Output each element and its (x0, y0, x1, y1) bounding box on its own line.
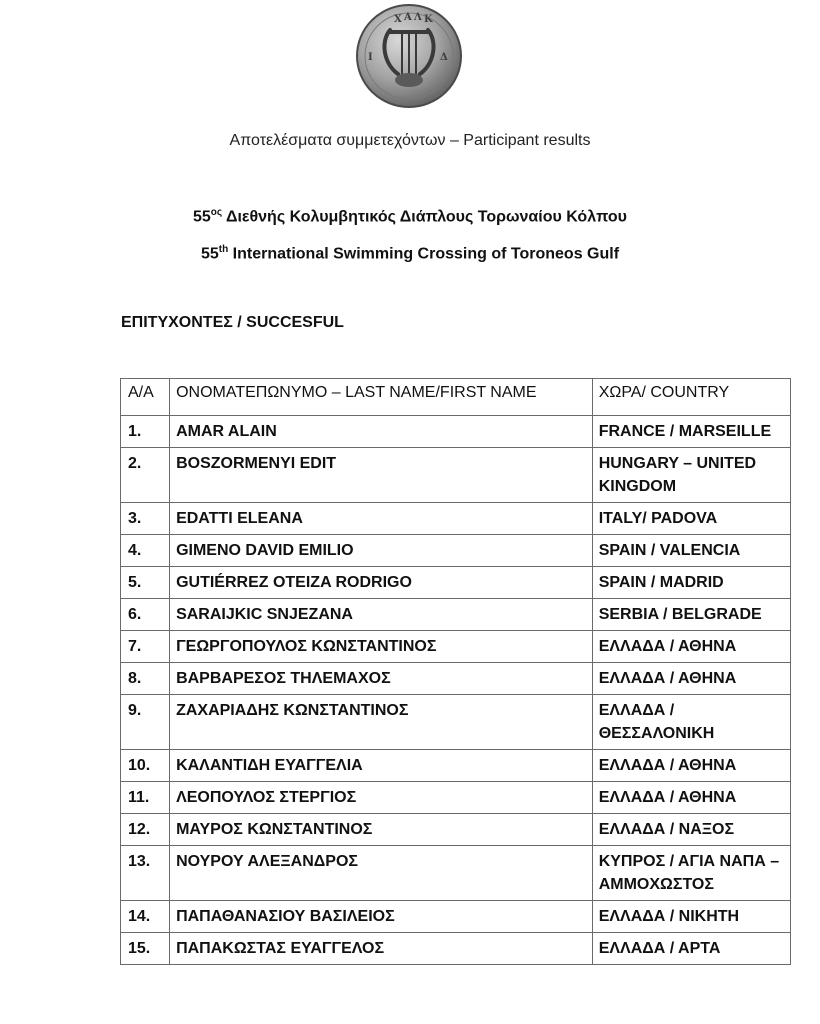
page-subtitle: Αποτελέσματα συμμετεχόντων – Participant results (229, 132, 591, 149)
participant-country: ΕΛΛΑΔΑ / ΑΡΤΑ (592, 933, 790, 965)
table-row (121, 535, 791, 567)
row-number: 10. (121, 750, 170, 782)
participant-country: ITALY/ PADOVA (592, 503, 790, 535)
table-header-row (121, 379, 791, 416)
table-row (121, 631, 791, 663)
participant-country: ΕΛΛΑΔΑ / ΘΕΣΣΑΛΟΝΙΚΗ (592, 695, 790, 750)
row-number: 11. (121, 782, 170, 814)
results-body (121, 416, 791, 965)
table-row (121, 567, 791, 599)
participant-name: ΛΕΟΠΟΥΛΟΣ ΣΤΕΡΓΙΟΣ (170, 782, 593, 814)
row-number: 1. (121, 416, 170, 448)
row-number: 15. (121, 933, 170, 965)
participant-name: ΠΑΠΑΚΩΣΤΑΣ ΕΥΑΓΓΕΛΟΣ (170, 933, 593, 965)
title-en-number: 55 (200, 245, 219, 263)
row-number: 2. (121, 448, 170, 503)
header-country: ΧΩΡΑ/ COUNTRY (592, 379, 790, 416)
row-number: 3. (121, 503, 170, 535)
table-row (121, 503, 791, 535)
table-row (121, 782, 791, 814)
row-number: 12. (121, 814, 170, 846)
participant-country: ΕΛΛΑΔΑ / ΑΘΗΝΑ (592, 782, 790, 814)
participant-name: EDATTI ELEANA (170, 503, 593, 535)
participant-country: ΕΛΛΑΔΑ / ΑΘΗΝΑ (592, 631, 790, 663)
participant-name: BOSZORMENYI EDIT (170, 448, 593, 503)
participant-country: ΕΛΛΑΔΑ / ΝΑΞΟΣ (592, 814, 790, 846)
table-row (121, 750, 791, 782)
title-en-ordinal: th (218, 244, 229, 255)
participant-name: ΖΑΧΑΡΙΑΔΗΣ ΚΩΝΣΤΑΝΤΙΝΟΣ (170, 695, 593, 750)
participant-country: SPAIN / MADRID (592, 567, 790, 599)
participant-country: ΚΥΠΡΟΣ / ΑΓΙΑ ΝΑΠΑ – ΑΜΜΟΧΩΣΤΟΣ (592, 846, 790, 901)
svg-text:Κ: Κ (424, 14, 433, 25)
results-table (120, 378, 791, 965)
row-number: 9. (121, 695, 170, 750)
title-en-text: International Swimming Crossing of Toroneos Gulf (228, 245, 620, 263)
table-row (121, 846, 791, 901)
event-title-greek (0, 207, 820, 226)
title-gr-number: 55 (193, 208, 211, 226)
row-number: 4. (121, 535, 170, 567)
coin-logo-icon (354, 2, 464, 110)
participant-country: ΕΛΛΑΔΑ / ΑΘΗΝΑ (592, 663, 790, 695)
svg-text:Λ: Λ (414, 12, 422, 23)
table-row (121, 416, 791, 448)
title-gr-ordinal: ος (210, 207, 223, 218)
participant-country: SERBIA / BELGRADE (592, 599, 790, 631)
participant-name: ΚΑΛΑΝΤΙΔΗ ΕΥΑΓΓΕΛΙΑ (170, 750, 593, 782)
participant-country: ΕΛΛΑΔΑ / ΑΘΗΝΑ (592, 750, 790, 782)
participant-name: GUTIÉRREZ OTEIZA RODRIGO (170, 567, 593, 599)
svg-text:Χ: Χ (394, 14, 402, 25)
row-number: 8. (121, 663, 170, 695)
participant-name: ΠΑΠΑΘΑΝΑΣΙΟΥ ΒΑΣΙΛΕΙΟΣ (170, 901, 593, 933)
row-number: 6. (121, 599, 170, 631)
section-title: ΕΠΙΤΥΧΟΝΤΕΣ / SUCCESFUL (121, 314, 344, 331)
table-row (121, 814, 791, 846)
participant-country: SPAIN / VALENCIA (592, 535, 790, 567)
participant-name: AMAR ALAIN (170, 416, 593, 448)
header-num: Α/Α (121, 379, 170, 416)
participant-country: FRANCE / MARSEILLE (592, 416, 790, 448)
participant-name: ΒΑΡΒΑΡΕΣΟΣ ΤΗΛΕΜΑΧΟΣ (170, 663, 593, 695)
participant-name: SARAIJKIC SNJEZANA (170, 599, 593, 631)
participant-name: ΜΑΥΡΟΣ ΚΩΝΣΤΑΝΤΙΝΟΣ (170, 814, 593, 846)
participant-name: GIMENO DAVID EMILIO (170, 535, 593, 567)
participant-name: ΝΟΥΡΟΥ ΑΛΕΞΑΝΔΡΟΣ (170, 846, 593, 901)
table-row (121, 695, 791, 750)
row-number: 5. (121, 567, 170, 599)
header-name: ΟΝΟΜΑΤΕΠΩΝΥΜΟ – LAST NAME/FIRST NAME (170, 379, 593, 416)
event-title-english (0, 244, 820, 263)
table-row (121, 448, 791, 503)
table-row (121, 901, 791, 933)
table-row (121, 599, 791, 631)
title-gr-text: Διεθνής Κολυμβητικός Διάπλους Τορωναίου Κόλπου (222, 208, 627, 226)
participant-country: HUNGARY – UNITED KINGDOM (592, 448, 790, 503)
row-number: 13. (121, 846, 170, 901)
svg-text:Δ: Δ (440, 52, 448, 63)
row-number: 7. (121, 631, 170, 663)
row-number: 14. (121, 901, 170, 933)
svg-text:Α: Α (404, 12, 412, 23)
table-row (121, 933, 791, 965)
table-row (121, 663, 791, 695)
participant-country: ΕΛΛΑΔΑ / ΝΙΚΗΤΗ (592, 901, 790, 933)
participant-name: ΓΕΩΡΓΟΠΟΥΛΟΣ ΚΩΝΣΤΑΝΤΙΝΟΣ (170, 631, 593, 663)
svg-text:Ι: Ι (368, 52, 373, 63)
